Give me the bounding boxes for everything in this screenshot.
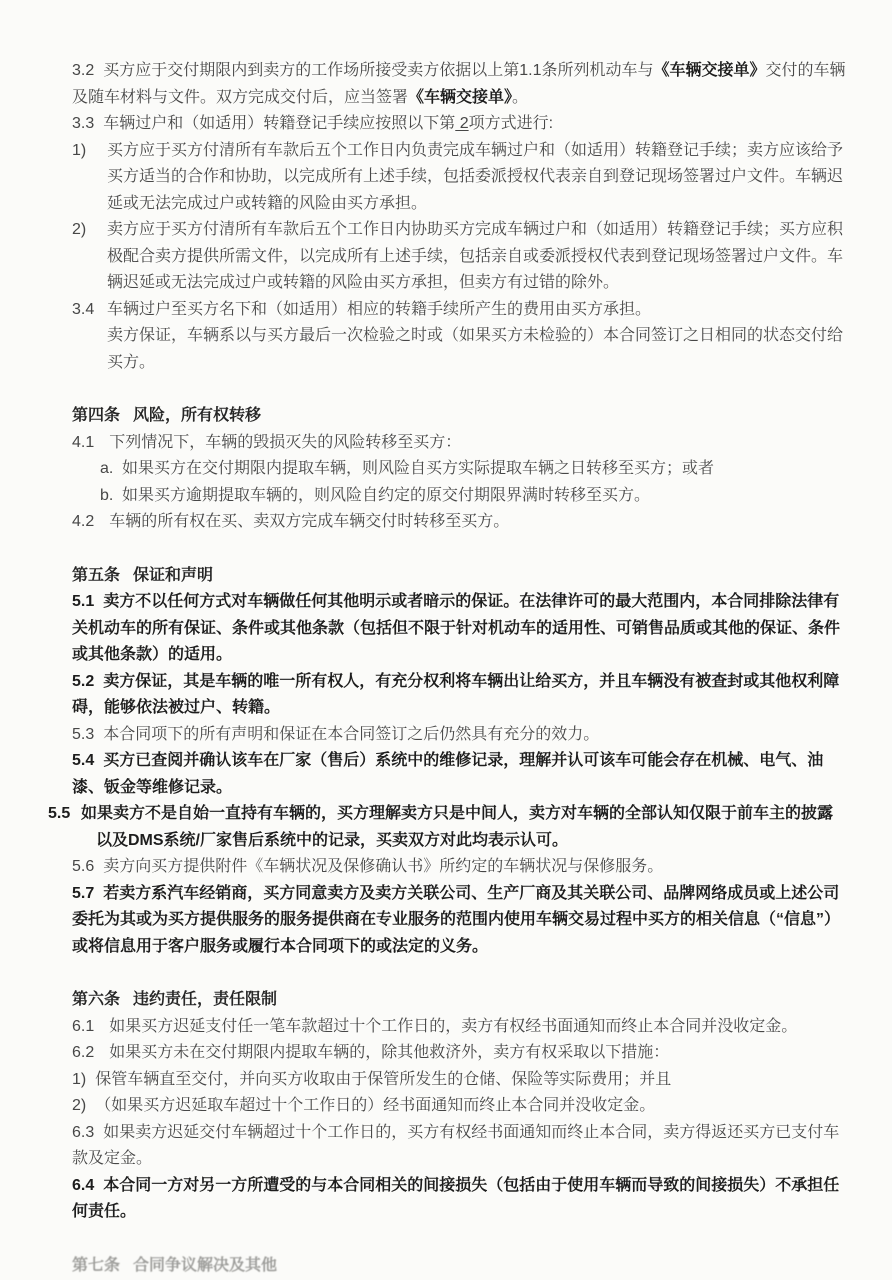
clause-text: 《车辆交接单》	[408, 88, 513, 106]
section-title: 风险，所有权转移	[133, 407, 262, 424]
clause-text: 保管车辆直至交付，并向买方收取由于保管所发生的仓储、保险等实际费用；并且	[95, 1070, 672, 1088]
clause-number: 6.4	[72, 1176, 95, 1194]
clause-paragraph	[72, 430, 847, 457]
clause-paragraph	[72, 323, 847, 376]
clause-number: 1)	[72, 1070, 87, 1088]
clause-paragraph: 5.5 如果卖方不是自始一直持有车辆的，买方理解卖方只是中间人，卖方对车辆的全部认知仅限于前车主的披露以及DMS系统/厂家售后系统中的记录，买卖双方对此均表示认可。	[48, 805, 834, 849]
clause-text: 车辆过户和（如适用）转籍登记手续应按照以下第	[103, 115, 456, 132]
clause-text: 卖方应于买方付清所有车款后五个工作日内协助买方完成车辆过户和（如适用）转籍登记手续；买方应积极配合卖方提供所需文件，以完成所有上述手续，包括亲自或委派授权代表到登记现场签署过户文件。车辆迟延或无法完成过户或转籍的风险由买方承担，但卖方有过错的除外。	[107, 221, 844, 291]
clause-paragraph	[72, 1120, 847, 1173]
clause-text: 若卖方系汽车经销商，买方同意卖方及卖方关联公司、生产厂商及其关联公司、品牌网络成员或上述公司委托为其或为买方提供服务的服务提供商在专业服务的范围内使用车辆交易过程中买方的相关信息（“信息”）或将信息用于客户服务或履行本合同项下的或法定的义务。	[72, 884, 841, 955]
clause-paragraph	[72, 1093, 847, 1120]
clause-number: 5.2	[72, 672, 95, 690]
clause-number: 6.3	[72, 1123, 95, 1141]
clause-paragraph	[72, 722, 847, 749]
clause-number: 5.3	[72, 725, 95, 743]
clause-text: 车辆过户至买方名下和（如适用）相应的转籍手续所产生的费用由买方承担。	[107, 300, 652, 318]
section-heading	[72, 987, 847, 1014]
clause-number: 6.2	[72, 1044, 95, 1061]
clause-paragraph	[72, 748, 847, 801]
clause-text: 买方应于交付期限内到卖方的工作场所接受卖方依据以上第1.1条所列机动车与	[103, 62, 654, 79]
clause-number: 1)	[72, 141, 87, 159]
clause-paragraph	[72, 217, 847, 297]
clause-text: 《车辆交接单》	[653, 62, 766, 79]
clause-paragraph	[72, 589, 847, 669]
section-heading	[72, 563, 847, 590]
clause-paragraph	[72, 1173, 847, 1226]
clause-paragraph	[72, 297, 847, 324]
clause-text: 本合同一方对另一方所遭受的与本合同相关的间接损失（包括由于使用车辆而导致的间接损失）不承担任何责任。	[72, 1176, 840, 1220]
clause-number: a.	[100, 460, 114, 477]
clause-paragraph	[72, 1067, 847, 1094]
clause-number: 4.1	[72, 433, 95, 451]
clause-text: 车辆的所有权在买、卖双方完成车辆交付时转移至买方。	[109, 513, 510, 530]
clause-text: 项方式进行:	[468, 115, 554, 132]
section-number: 第六条	[72, 991, 121, 1008]
clause-text: 如果卖方迟延交付车辆超过十个工作日的，买方有权经书面通知而终止本合同，卖方得返还买方已支付车款及定金。	[72, 1123, 840, 1167]
clause-text: 如果买方迟延支付任一笔车款超过十个工作日的，卖方有权经书面通知而终止本合同并没收定金。	[109, 1017, 798, 1035]
clause-text: 如果买方逾期提取车辆的，则风险自约定的原交付期限界满时转移至买方。	[122, 486, 651, 504]
clause-paragraph	[72, 669, 847, 722]
clause-text: （如果买方迟延取车超过十个工作日的）经书面通知而终止本合同并没收定金。	[95, 1097, 656, 1114]
clause-number: 4.2	[72, 513, 95, 530]
clause-text: 本合同项下的所有声明和保证在本合同签订之后仍然具有充分的效力。	[103, 725, 600, 743]
clause-paragraph	[72, 111, 847, 138]
clause-text: 2	[455, 115, 469, 132]
clause-text: 买方应于买方付清所有车款后五个工作日内负责完成车辆过户和（如适用）转籍登记手续；卖方应该给予买方适当的合作和协助，以完成所有上述手续，包括委派授权代表亲自到登记现场签署过户文件。车辆迟延或无法完成过户或转籍的风险由买方承担。	[107, 141, 844, 212]
clause-number: 5.7	[72, 884, 95, 902]
clause-number: 3.3	[72, 115, 95, 132]
clause-paragraph	[72, 1040, 847, 1067]
clause-text: 买方已查阅并确认该车在厂家（售后）系统中的维修记录，理解并认可该车可能会存在机械、电气、油漆、钣金等维修记录。	[72, 752, 824, 796]
section-number: 第七条	[72, 1256, 121, 1274]
clause-paragraph	[100, 483, 847, 510]
section-number: 第五条	[72, 566, 121, 584]
section-heading	[72, 403, 847, 430]
clause-text: 卖方保证，其是车辆的唯一所有权人，有充分权利将车辆出让给买方，并且车辆没有被查封或其他权利障碍，能够依法被过户、转籍。	[72, 672, 840, 716]
clause-number: 3.2	[72, 62, 95, 79]
clause-text: 卖方保证，车辆系以与买方最后一次检验之时或（如果买方未检验的）本合同签订之日相同的状态交付给买方。	[107, 327, 844, 371]
clause-paragraph	[72, 881, 847, 961]
clause-number: 6.1	[72, 1017, 95, 1035]
clause-text: 卖方不以任何方式对车辆做任何其他明示或者暗示的保证。在法律许可的最大范围内，本合同排除法律有关机动车的所有保证、条件或其他条款（包括但不限于针对机动车的适用性、可销售品质或其他的保证、条件或其他条款）的适用。	[72, 593, 841, 663]
clause-text: 如果买方在交付期限内提取车辆，则风险自买方实际提取车辆之日转移至买方；或者	[122, 460, 715, 477]
clause-paragraph	[72, 58, 847, 111]
section-title: 合同争议解决及其他	[133, 1256, 278, 1274]
clause-text: 交付的车辆及随车材料与文件。双方完成交付后，应当签署	[72, 62, 846, 106]
clause-text: 如果买方未在交付期限内提取车辆的，除其他救济外，卖方有权采取以下措施：	[109, 1044, 670, 1061]
clause-text: 下列情况下，车辆的毁损灭失的风险转移至买方：	[109, 433, 462, 451]
clause-number: 5.6	[72, 858, 95, 875]
clause-paragraph	[100, 456, 847, 483]
clause-number: 2)	[72, 1097, 87, 1114]
clause-paragraph	[72, 854, 847, 881]
clause-paragraph	[72, 1014, 847, 1041]
section-number: 第四条	[72, 407, 121, 424]
clause-text: 卖方向买方提供附件《车辆状况及保修确认书》所约定的车辆状况与保修服务。	[103, 858, 664, 875]
clause-number: 5.1	[72, 593, 95, 610]
clause-number: 3.4	[72, 300, 95, 318]
clause-text: 如果卖方不是自始一直持有车辆的，买方理解卖方只是中间人，卖方对车辆的全部认知仅限于前车主的披露以及DMS系统/厂家售后系统中的记录，买卖双方对此均表示认可。	[81, 805, 834, 849]
clause-paragraph	[72, 509, 847, 536]
section-title: 违约责任，责任限制	[133, 991, 278, 1008]
section-title: 保证和声明	[133, 566, 214, 584]
clause-number: 2)	[72, 221, 87, 238]
clause-paragraph	[72, 138, 847, 218]
clause-number: b.	[100, 486, 114, 504]
contract-body	[48, 58, 847, 1279]
clause-text: 。	[512, 88, 529, 106]
section-heading	[72, 1253, 847, 1280]
clause-number: 5.4	[72, 752, 95, 769]
